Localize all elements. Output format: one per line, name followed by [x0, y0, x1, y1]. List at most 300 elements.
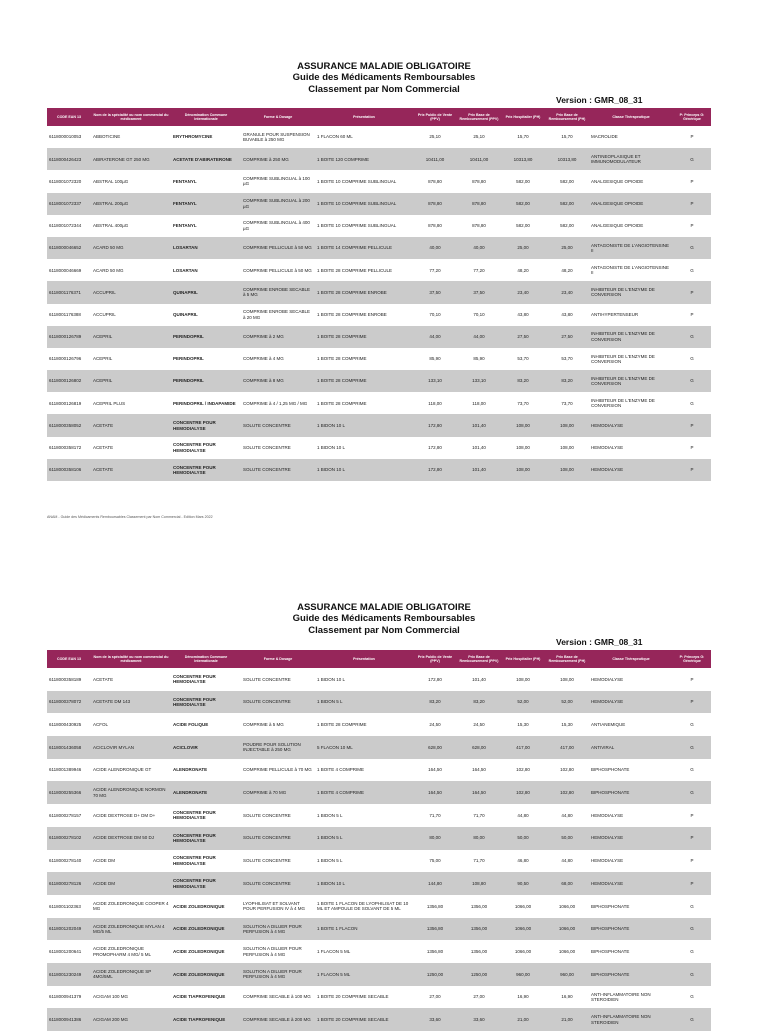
cell-class: INHIBITEUR DE L'ENZYME DE CONVERSION	[589, 281, 673, 303]
cell-presentation: 1 BOITE 4 COMPRIME	[315, 759, 413, 782]
cell-class: ANTI-INFLAMMATOIRE NON STEROIDIEN	[589, 986, 673, 1009]
cell-base-ph: 1066,00	[545, 918, 589, 941]
cell-ppv: 164,50	[413, 781, 457, 804]
table-row	[47, 940, 711, 963]
cell-ph: 582,00	[501, 193, 545, 215]
table-row	[47, 326, 711, 348]
cell-type: G	[673, 736, 711, 759]
cell-name: ACETATE DM 143	[91, 691, 171, 714]
cell-base-ph: 1066,00	[545, 940, 589, 963]
cell-base-ph: 108,00	[545, 414, 589, 436]
cell-ph: 43,80	[501, 304, 545, 326]
cell-form: SOLUTE CONCENTRE	[241, 804, 315, 827]
cell-name: ACEPRIL	[91, 370, 171, 392]
cell-ppv: 172,80	[413, 414, 457, 436]
cell-name: ACFOL	[91, 713, 171, 736]
cell-form: COMPRIME à 70 MG	[241, 781, 315, 804]
header-ean: CODE EAN 13	[47, 650, 91, 668]
header-presentation: Présentation	[315, 108, 413, 126]
cell-ph: 52,00	[501, 691, 545, 714]
cell-dci: PERINDOPRIL	[171, 348, 241, 370]
cell-base-ppv: 101,40	[457, 437, 501, 459]
cell-ph: 108,00	[501, 437, 545, 459]
cell-type: P	[673, 437, 711, 459]
cell-base-ppv: 25,10	[457, 126, 501, 148]
page-footer: ANAM - Guide des Médicaments Remboursables Classement par Nom Commercial - Edition Mars 2022	[47, 515, 213, 519]
cell-form: SOLUTION A DILUER POUR PERFUSION à 4 MG	[241, 940, 315, 963]
table-row	[47, 827, 711, 850]
header-ppv: Prix Public de Vente (PPV)	[413, 108, 457, 126]
cell-ean: 6118001436058	[47, 736, 91, 759]
header-name: Nom de la spécialité ou nom commercial du médicament	[91, 650, 171, 668]
cell-dci: PERINDOPRIL	[171, 326, 241, 348]
cell-class: BIPHOSPHONATE	[589, 895, 673, 918]
cell-base-ph: 53,70	[545, 348, 589, 370]
cell-name: ACEPRIL	[91, 348, 171, 370]
table-row	[47, 850, 711, 873]
cell-name: ACIDE ZOLEDRONIQUE SP 4MG/5ML	[91, 963, 171, 986]
cell-base-ph: 582,00	[545, 215, 589, 237]
cell-presentation: 1 FLACON 60 ML	[315, 126, 413, 148]
cell-name: ACARD 50 MG	[91, 259, 171, 281]
cell-ean: 6118000126802	[47, 370, 91, 392]
cell-base-ppv: 878,80	[457, 215, 501, 237]
cell-presentation: 1 BOITE 20 COMPRIME SECABLE	[315, 986, 413, 1009]
cell-ppv: 164,50	[413, 759, 457, 782]
cell-type: P	[673, 193, 711, 215]
cell-base-ph: 417,00	[545, 736, 589, 759]
cell-ph: 108,00	[501, 459, 545, 481]
header-base-ph: Prix Base de Remboursement (PH)	[545, 650, 589, 668]
cell-ph: 83,20	[501, 370, 545, 392]
cell-ean: 6118001200641	[47, 940, 91, 963]
cell-class: HEMODIALYSE	[589, 804, 673, 827]
cell-form: COMPRIME à 2 MG	[241, 326, 315, 348]
cell-base-ppv: 44,00	[457, 326, 501, 348]
cell-type: G	[673, 918, 711, 941]
cell-class: HEMODIALYSE	[589, 414, 673, 436]
header-type: P: Princeps G: Générique	[673, 108, 711, 126]
cell-base-ph: 582,00	[545, 193, 589, 215]
cell-presentation: 1 BIDON 5 L	[315, 804, 413, 827]
cell-type: P	[673, 281, 711, 303]
cell-ppv: 37,50	[413, 281, 457, 303]
cell-base-ph: 43,80	[545, 304, 589, 326]
cell-dci: CONCENTRE POUR HEMODIALYSE	[171, 668, 241, 691]
cell-class: BIPHOSPHONATE	[589, 918, 673, 941]
cell-form: COMPRIME SECABLE à 100 MG	[241, 986, 315, 1009]
cell-type: G	[673, 986, 711, 1009]
cell-ppv: 40,00	[413, 237, 457, 259]
cell-base-ppv: 10411,00	[457, 148, 501, 170]
cell-ppv: 1356,80	[413, 918, 457, 941]
cell-ean: 6118000278126	[47, 872, 91, 895]
cell-ppv: 878,80	[413, 193, 457, 215]
cell-base-ppv: 27,00	[457, 986, 501, 1009]
cell-ppv: 10411,00	[413, 148, 457, 170]
doc-title: ASSURANCE MALADIE OBLIGATOIRE	[297, 602, 471, 613]
cell-base-ph: 582,00	[545, 170, 589, 192]
cell-ppv: 85,90	[413, 348, 457, 370]
cell-class: ANALGESIQUE OPIOIDE	[589, 170, 673, 192]
doc-subtitle: Guide des Médicaments Remboursables	[292, 72, 476, 83]
cell-name: ABSTRAL 400µG	[91, 215, 171, 237]
table-row	[47, 259, 711, 281]
header-form: Forme & Dosage	[241, 108, 315, 126]
cell-ph: 21,00	[501, 1008, 545, 1031]
cell-name: ACEPRIL PLUS	[91, 392, 171, 414]
cell-name: ACIDE ZOLEDRONIQUE PROMOPHARM 4 MG/ 5 ML	[91, 940, 171, 963]
cell-ph: 15,70	[501, 126, 545, 148]
cell-ppv: 77,20	[413, 259, 457, 281]
cell-dci: QUINAPRIL	[171, 281, 241, 303]
cell-type: G	[673, 148, 711, 170]
cell-type: G	[673, 895, 711, 918]
cell-presentation: 1 FLACON 5 ML	[315, 940, 413, 963]
cell-form: COMPRIME à 5 MG	[241, 713, 315, 736]
cell-ph: 102,80	[501, 759, 545, 782]
cell-base-ppv: 1250,00	[457, 963, 501, 986]
cell-presentation: 1 BOITE 4 COMPRIME	[315, 781, 413, 804]
cell-type: G	[673, 713, 711, 736]
cell-class: ANALGESIQUE OPIOIDE	[589, 193, 673, 215]
cell-base-ph: 108,00	[545, 668, 589, 691]
cell-base-ph: 25,00	[545, 237, 589, 259]
cell-dci: CONCENTRE POUR HEMODIALYSE	[171, 691, 241, 714]
cell-class: HEMODIALYSE	[589, 459, 673, 481]
table-row	[47, 148, 711, 170]
cell-type: G	[673, 781, 711, 804]
cell-class: ANTI-INFLAMMATOIRE NON STEROIDIEN	[589, 1008, 673, 1031]
cell-presentation: 1 BOITE 28 COMPRIME	[315, 348, 413, 370]
table-row	[47, 281, 711, 303]
cell-type: G	[673, 348, 711, 370]
cell-type: G	[673, 259, 711, 281]
cell-class: HEMODIALYSE	[589, 850, 673, 873]
cell-ppv: 24,50	[413, 713, 457, 736]
cell-dci: ACIDE FOLIQUE	[171, 713, 241, 736]
header-name: Nom de la spécialité ou nom commercial du médicament	[91, 108, 171, 126]
table-row	[47, 713, 711, 736]
table-row	[47, 370, 711, 392]
table-row	[47, 414, 711, 436]
cell-type: P	[673, 872, 711, 895]
cell-base-ppv: 878,80	[457, 170, 501, 192]
cell-ppv: 1250,00	[413, 963, 457, 986]
cell-form: COMPRIME PELLICULE à 50 MG	[241, 237, 315, 259]
cell-name: ABSTRAL 200µG	[91, 193, 171, 215]
table-row	[47, 237, 711, 259]
cell-presentation: 1 BOITE 28 COMPRIME ENROBE	[315, 281, 413, 303]
cell-ppv: 172,80	[413, 459, 457, 481]
cell-presentation: 1 BOITE 120 COMPRIME	[315, 148, 413, 170]
cell-base-ppv: 1356,00	[457, 918, 501, 941]
cell-base-ph: 108,00	[545, 459, 589, 481]
cell-base-ppv: 1356,00	[457, 940, 501, 963]
cell-dci: CONCENTRE POUR HEMODIALYSE	[171, 437, 241, 459]
doc-title: ASSURANCE MALADIE OBLIGATOIRE	[297, 61, 471, 72]
cell-ean: 6118000278140	[47, 850, 91, 873]
cell-base-ph: 21,00	[545, 1008, 589, 1031]
cell-presentation: 1 BIDON 10 L	[315, 668, 413, 691]
cell-dci: ERYTHROMYCINE	[171, 126, 241, 148]
cell-base-ppv: 101,40	[457, 668, 501, 691]
cell-ppv: 1356,80	[413, 940, 457, 963]
cell-ph: 108,00	[501, 668, 545, 691]
header-class: Classe Thérapeutique	[589, 650, 673, 668]
cell-class: ANTIHYPERTENSEUR	[589, 304, 673, 326]
cell-presentation: 1 FLACON 5 ML	[315, 963, 413, 986]
cell-dci: ALENDRONATE	[171, 759, 241, 782]
cell-name: ACIDE DEXTROSE DM 50 DJ	[91, 827, 171, 850]
cell-base-ph: 27,50	[545, 326, 589, 348]
header-type: P: Princeps G: Générique	[673, 650, 711, 668]
cell-ean: 6118000358189	[47, 668, 91, 691]
cell-form: COMPRIME ENROBE SECABLE à 5 MG	[241, 281, 315, 303]
cell-dci: LOSARTAN	[171, 259, 241, 281]
cell-ppv: 44,00	[413, 326, 457, 348]
table-row	[47, 781, 711, 804]
table-row	[47, 895, 711, 918]
cell-base-ppv: 1356,00	[457, 895, 501, 918]
cell-base-ph: 15,30	[545, 713, 589, 736]
cell-form: COMPRIME à 4 MG	[241, 348, 315, 370]
cell-ph: 48,20	[501, 259, 545, 281]
header-ean: CODE EAN 13	[47, 108, 91, 126]
cell-ph: 10313,80	[501, 148, 545, 170]
cell-presentation: 1 BOITE 20 COMPRIME SECABLE	[315, 1008, 413, 1031]
cell-type: P	[673, 170, 711, 192]
cell-class: INHIBITEUR DE L'ENZYME DE CONVERSION	[589, 348, 673, 370]
table-row	[47, 1008, 711, 1031]
cell-base-ph: 23,40	[545, 281, 589, 303]
cell-type: P	[673, 126, 711, 148]
cell-ean: 6118001102363	[47, 895, 91, 918]
cell-name: ACETATE	[91, 459, 171, 481]
header-ppv: Prix Public de Vente (PPV)	[413, 650, 457, 668]
cell-form: COMPRIME à 8 MG	[241, 370, 315, 392]
cell-ppv: 25,10	[413, 126, 457, 148]
cell-presentation: 1 BIDON 5 L	[315, 691, 413, 714]
cell-ph: 102,80	[501, 781, 545, 804]
cell-ean: 6118001202049	[47, 918, 91, 941]
cell-ph: 50,00	[501, 827, 545, 850]
cell-form: POUDRE POUR SOLUTION INJECTABLE à 250 MG	[241, 736, 315, 759]
cell-ean: 6118001176388	[47, 304, 91, 326]
cell-name: ACIGAM 100 MG	[91, 986, 171, 1009]
cell-class: HEMODIALYSE	[589, 872, 673, 895]
cell-base-ph: 48,20	[545, 259, 589, 281]
cell-form: SOLUTE CONCENTRE	[241, 827, 315, 850]
table-row	[47, 348, 711, 370]
table-row	[47, 963, 711, 986]
cell-ean: 6118000126819	[47, 392, 91, 414]
cell-class: MACROLIDE	[589, 126, 673, 148]
header-base-ppv: Prix Base de Remboursement (PPV)	[457, 650, 501, 668]
cell-base-ph: 68,00	[545, 872, 589, 895]
cell-ean: 6118001389946	[47, 759, 91, 782]
cell-form: SOLUTE CONCENTRE	[241, 668, 315, 691]
cell-class: BIPHOSPHONATE	[589, 781, 673, 804]
cell-form: COMPRIME SUBLINGUAL à 100 µG	[241, 170, 315, 192]
cell-dci: ACIDE ZOLEDRONIQUE	[171, 918, 241, 941]
cell-ean: 6118000046669	[47, 259, 91, 281]
cell-base-ph: 108,00	[545, 437, 589, 459]
cell-base-ppv: 80,00	[457, 827, 501, 850]
cell-ean: 6118000278102	[47, 827, 91, 850]
cell-dci: CONCENTRE POUR HEMODIALYSE	[171, 850, 241, 873]
cell-dci: ALENDRONATE	[171, 781, 241, 804]
cell-form: COMPRIME à 4 / 1,25 MG / MG	[241, 392, 315, 414]
cell-name: ACIDE ALENDRONIQUE GT	[91, 759, 171, 782]
cell-class: HEMODIALYSE	[589, 437, 673, 459]
cell-presentation: 1 BOITE 28 COMPRIME PELLICULE	[315, 259, 413, 281]
table-header	[47, 650, 711, 668]
cell-type: G	[673, 370, 711, 392]
cell-name: ACETATE	[91, 437, 171, 459]
cell-name: ACETATE	[91, 414, 171, 436]
cell-presentation: 1 BIDON 5 L	[315, 850, 413, 873]
cell-ph: 582,00	[501, 215, 545, 237]
cell-ph: 73,70	[501, 392, 545, 414]
cell-ean: 6118000278157	[47, 804, 91, 827]
cell-dci: FENTANYL	[171, 170, 241, 192]
cell-ph: 960,00	[501, 963, 545, 986]
cell-ean: 6118000358106	[47, 459, 91, 481]
cell-name: ACIDE ZOLEDRONIQUE COOPER 4 MG	[91, 895, 171, 918]
cell-form: COMPRIME PELLICULE à 50 MG	[241, 259, 315, 281]
cell-type: G	[673, 963, 711, 986]
cell-base-ppv: 24,50	[457, 713, 501, 736]
cell-ean: 6118001230249	[47, 963, 91, 986]
cell-ppv: 628,00	[413, 736, 457, 759]
cell-dci: CONCENTRE POUR HEMODIALYSE	[171, 872, 241, 895]
version-label: Version : GMR_08_31	[556, 637, 643, 647]
cell-base-ppv: 164,50	[457, 781, 501, 804]
cell-ean: 6118000010053	[47, 126, 91, 148]
cell-base-ph: 102,80	[545, 759, 589, 782]
table-row	[47, 126, 711, 148]
cell-presentation: 1 BOITE 10 COMPRIME SUBLINGUAL	[315, 215, 413, 237]
cell-presentation: 1 BOITE 10 COMPRIME SUBLINGUAL	[315, 170, 413, 192]
cell-base-ppv: 70,10	[457, 304, 501, 326]
cell-ppv: 33,60	[413, 1008, 457, 1031]
cell-type: G	[673, 759, 711, 782]
cell-name: ABBOTICINE	[91, 126, 171, 148]
cell-dci: ACETATE D'ABIRATERONE	[171, 148, 241, 170]
cell-name: ACIGAM 200 MG	[91, 1008, 171, 1031]
cell-name: ACIDE ZOLEDRONIQUE MYLAN 4 MG/5 ML	[91, 918, 171, 941]
cell-dci: FENTANYL	[171, 193, 241, 215]
cell-class: INHIBITEUR DE L'ENZYME DE CONVERSION	[589, 370, 673, 392]
cell-base-ppv: 71,70	[457, 850, 501, 873]
cell-ph: 23,40	[501, 281, 545, 303]
cell-ph: 27,50	[501, 326, 545, 348]
cell-name: ACIDE DM	[91, 850, 171, 873]
cell-type: P	[673, 459, 711, 481]
cell-dci: LOSARTAN	[171, 237, 241, 259]
cell-base-ph: 73,70	[545, 392, 589, 414]
cell-ean: 6118000941386	[47, 1008, 91, 1031]
table-header	[47, 108, 711, 126]
cell-dci: CONCENTRE POUR HEMODIALYSE	[171, 459, 241, 481]
doc-subtitle-2: Classement par Nom Commercial	[308, 84, 460, 95]
cell-ph: 1066,00	[501, 918, 545, 941]
cell-base-ppv: 628,00	[457, 736, 501, 759]
cell-presentation: 1 BIDON 10 L	[315, 459, 413, 481]
table-row	[47, 759, 711, 782]
cell-ppv: 80,00	[413, 827, 457, 850]
cell-dci: FENTANYL	[171, 215, 241, 237]
cell-dci: ACIDE ZOLEDRONIQUE	[171, 895, 241, 918]
cell-ph: 53,70	[501, 348, 545, 370]
cell-base-ph: 102,80	[545, 781, 589, 804]
cell-name: ACIDE DEXTROSE D+ DM D+	[91, 804, 171, 827]
cell-form: SOLUTE CONCENTRE	[241, 459, 315, 481]
table-row	[47, 736, 711, 759]
cell-ppv: 118,00	[413, 392, 457, 414]
cell-presentation: 1 BIDON 10 L	[315, 437, 413, 459]
cell-name: ACARD 50 MG	[91, 237, 171, 259]
cell-type: G	[673, 940, 711, 963]
cell-dci: ACIDE ZOLEDRONIQUE	[171, 963, 241, 986]
cell-ph: 108,00	[501, 414, 545, 436]
cell-name: ACCUPRIL	[91, 304, 171, 326]
cell-ppv: 1356,80	[413, 895, 457, 918]
cell-presentation: 1 BOITE 28 COMPRIME	[315, 370, 413, 392]
table-row	[47, 459, 711, 481]
cell-base-ppv: 878,80	[457, 193, 501, 215]
cell-ppv: 71,70	[413, 804, 457, 827]
doc-subtitle-2: Classement par Nom Commercial	[308, 625, 460, 636]
cell-ean: 6118001176371	[47, 281, 91, 303]
cell-base-ph: 52,00	[545, 691, 589, 714]
cell-ph: 16,90	[501, 986, 545, 1009]
cell-class: HEMODIALYSE	[589, 691, 673, 714]
cell-ean: 6118000941379	[47, 986, 91, 1009]
cell-form: LYOPHILISAT ET SOLVANT POUR PERFUSION IV à 4 MG	[241, 895, 315, 918]
cell-presentation: 1 BOITE 28 COMPRIME	[315, 392, 413, 414]
cell-ph: 582,00	[501, 170, 545, 192]
cell-form: COMPRIME SUBLINGUAL à 200 µG	[241, 193, 315, 215]
cell-type: P	[673, 827, 711, 850]
cell-name: ABIRATERONE GT 250 MG	[91, 148, 171, 170]
cell-form: SOLUTE CONCENTRE	[241, 691, 315, 714]
header-ph: Prix Hospitalier (PH)	[501, 650, 545, 668]
cell-dci: CONCENTRE POUR HEMODIALYSE	[171, 414, 241, 436]
cell-base-ph: 10313,80	[545, 148, 589, 170]
cell-base-ph: 960,00	[545, 963, 589, 986]
cell-class: BIPHOSPHONATE	[589, 963, 673, 986]
cell-dci: PERINDOPRIL	[171, 370, 241, 392]
cell-ph: 417,00	[501, 736, 545, 759]
cell-form: COMPRIME PELLICULE à 70 MG	[241, 759, 315, 782]
cell-form: SOLUTE CONCENTRE	[241, 414, 315, 436]
header-dci: Dénomination Commune Internationale	[171, 108, 241, 126]
cell-base-ppv: 77,20	[457, 259, 501, 281]
cell-presentation: 1 BOITE 10 COMPRIME SUBLINGUAL	[315, 193, 413, 215]
cell-ppv: 172,80	[413, 437, 457, 459]
cell-presentation: 5 FLACON 10 ML	[315, 736, 413, 759]
cell-type: P	[673, 804, 711, 827]
cell-presentation: 1 BOITE 28 COMPRIME	[315, 713, 413, 736]
table-row	[47, 193, 711, 215]
cell-ean: 6118000358052	[47, 414, 91, 436]
cell-ppv: 144,80	[413, 872, 457, 895]
cell-name: ACIDE DM	[91, 872, 171, 895]
header-dci: Dénomination Commune Internationale	[171, 650, 241, 668]
version-label: Version : GMR_08_31	[556, 95, 643, 105]
